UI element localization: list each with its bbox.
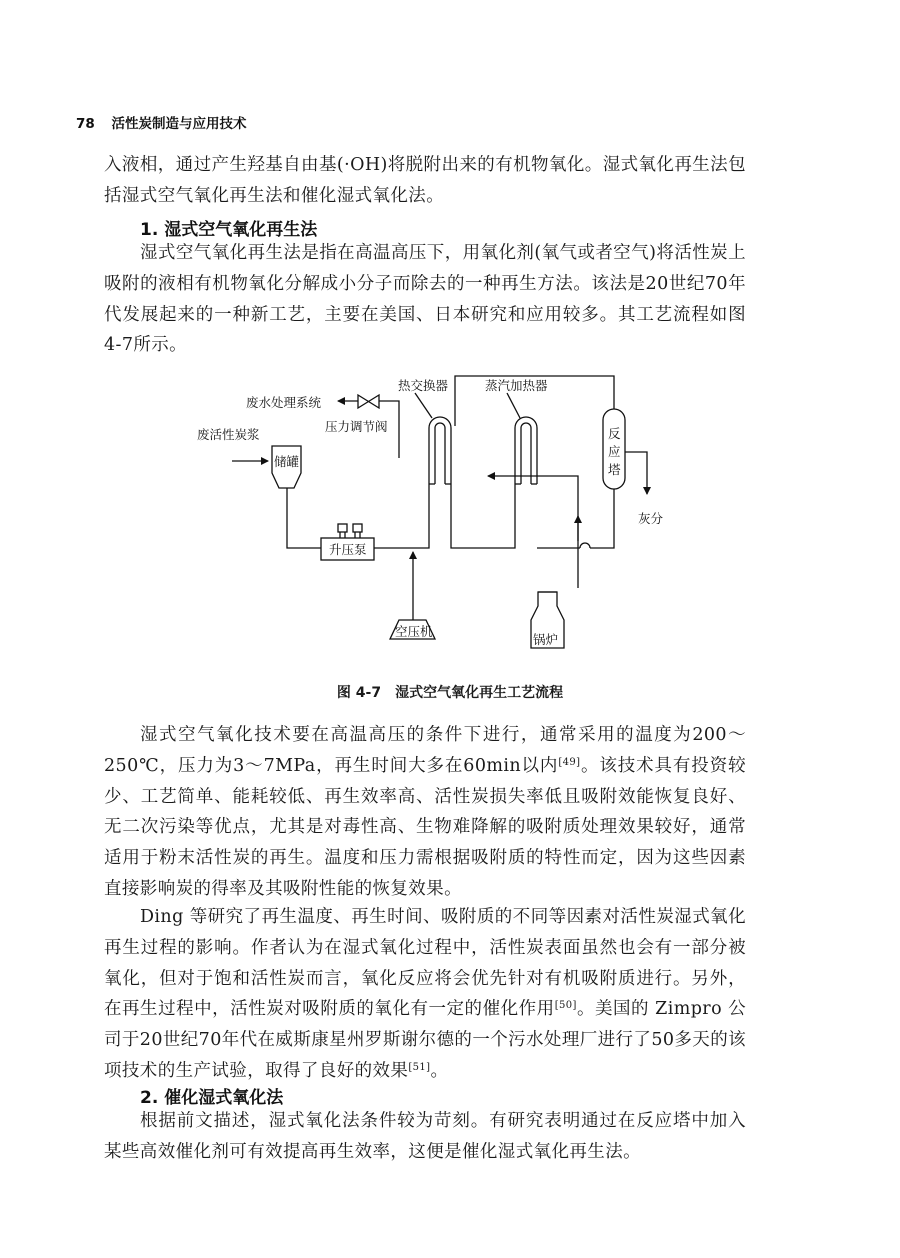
section-heading-2: 2. 催化湿式氧化法 [140, 1088, 284, 1108]
figure-caption [0, 682, 900, 702]
citation-51: [51] [408, 1061, 431, 1073]
citation-49: [49] [558, 756, 581, 768]
paragraph-1: 湿式空气氧化再生法是指在高温高压下，用氧化剂(氧气或者空气)将活性炭上吸附的液相有机物氧化分解成小分子而除去的一种再生方法。该法是20世纪70年代发展起来的一种新工艺，主要在美国、日本研究和应用较多。其工艺流程如图4-7所示。 [104, 243, 746, 356]
label-ash: 灰分 [638, 511, 664, 526]
label-wastewater-system: 废水处理系统 [246, 395, 322, 410]
running-header [76, 112, 247, 132]
paragraph-3 [104, 902, 746, 1087]
label-steam-heater: 蒸汽加热器 [485, 378, 548, 393]
figure-title: 湿式空气氧化再生工艺流程 [395, 685, 564, 701]
paragraph-2 [104, 720, 746, 905]
paragraph-3-text-c: 。 [430, 1060, 449, 1081]
label-booster-pump: 升压泵 [329, 542, 367, 557]
label-air-compressor: 空压机 [395, 624, 433, 639]
label-boiler: 锅炉 [533, 632, 559, 647]
label-waste-carbon-slurry: 废活性炭浆 [197, 427, 260, 442]
paragraph-3-text-b: 。美国的 Zimpro 公司于20世纪70年代在威斯康星州罗斯谢尔德的一个污水处理厂进行了50多天的该项技术的生产试验，取得了良好的效果 [104, 999, 747, 1081]
section-heading-1: 1. 湿式空气氧化再生法 [140, 220, 318, 240]
citation-50: [50] [554, 1000, 577, 1012]
paragraph-3-text-a: Ding 等研究了再生温度、再生时间、吸附质的不同等因素对活性炭湿式氧化再生过程的影响。作者认为在湿式氧化过程中，活性炭表面虽然也会有一部分被氧化，但对于饱和活性炭而言，氧化反应将会优先针对有机吸附质进行。另外，在再生过程中，活性炭对吸附质的氧化有一定的催化作用 [104, 907, 746, 1020]
paragraph-2-text-b: 。该技术具有投资较少、工艺简单、能耗较低、再生效率高、活性炭损失率低且吸附效能恢复良好、无二次污染等优点，尤其是对毒性高、生物难降解的吸附质处理效果较好，通常适用于粉末活性炭的再生。温度和压力需根据吸附质的特性而定，因为这些因素直接影响炭的得率及其吸附性能的恢复效果。 [104, 755, 746, 899]
label-reactor-2: 应 [608, 444, 621, 459]
label-heat-exchanger: 热交换器 [398, 378, 449, 393]
figure-number: 图 4-7 [336, 685, 382, 701]
paragraph-4: 根据前文描述，湿式氧化法条件较为苛刻。有研究表明通过在反应塔中加入某些高效催化剂可有效提高再生效率，这便是催化湿式氧化再生法。 [104, 1111, 746, 1162]
label-reactor-3: 塔 [608, 462, 621, 477]
label-pressure-valve: 压力调节阀 [325, 419, 388, 434]
label-storage-tank: 储罐 [274, 454, 300, 469]
book-title: 活性炭制造与应用技术 [111, 116, 247, 132]
paragraph-2-text-a: 湿式空气氧化技术要在高温高压的条件下进行，通常采用的温度为200～250℃，压力为3～7MPa，再生时间大多在60min以内 [104, 725, 746, 776]
paragraph-0: 入液相，通过产生羟基自由基(·OH)将脱附出来的有机物氧化。湿式氧化再生法包括湿式空气氧化再生法和催化湿式氧化法。 [104, 155, 746, 206]
process-flow-diagram [0, 366, 900, 676]
page-number: 78 [76, 116, 95, 132]
label-reactor-1: 反 [608, 426, 621, 441]
